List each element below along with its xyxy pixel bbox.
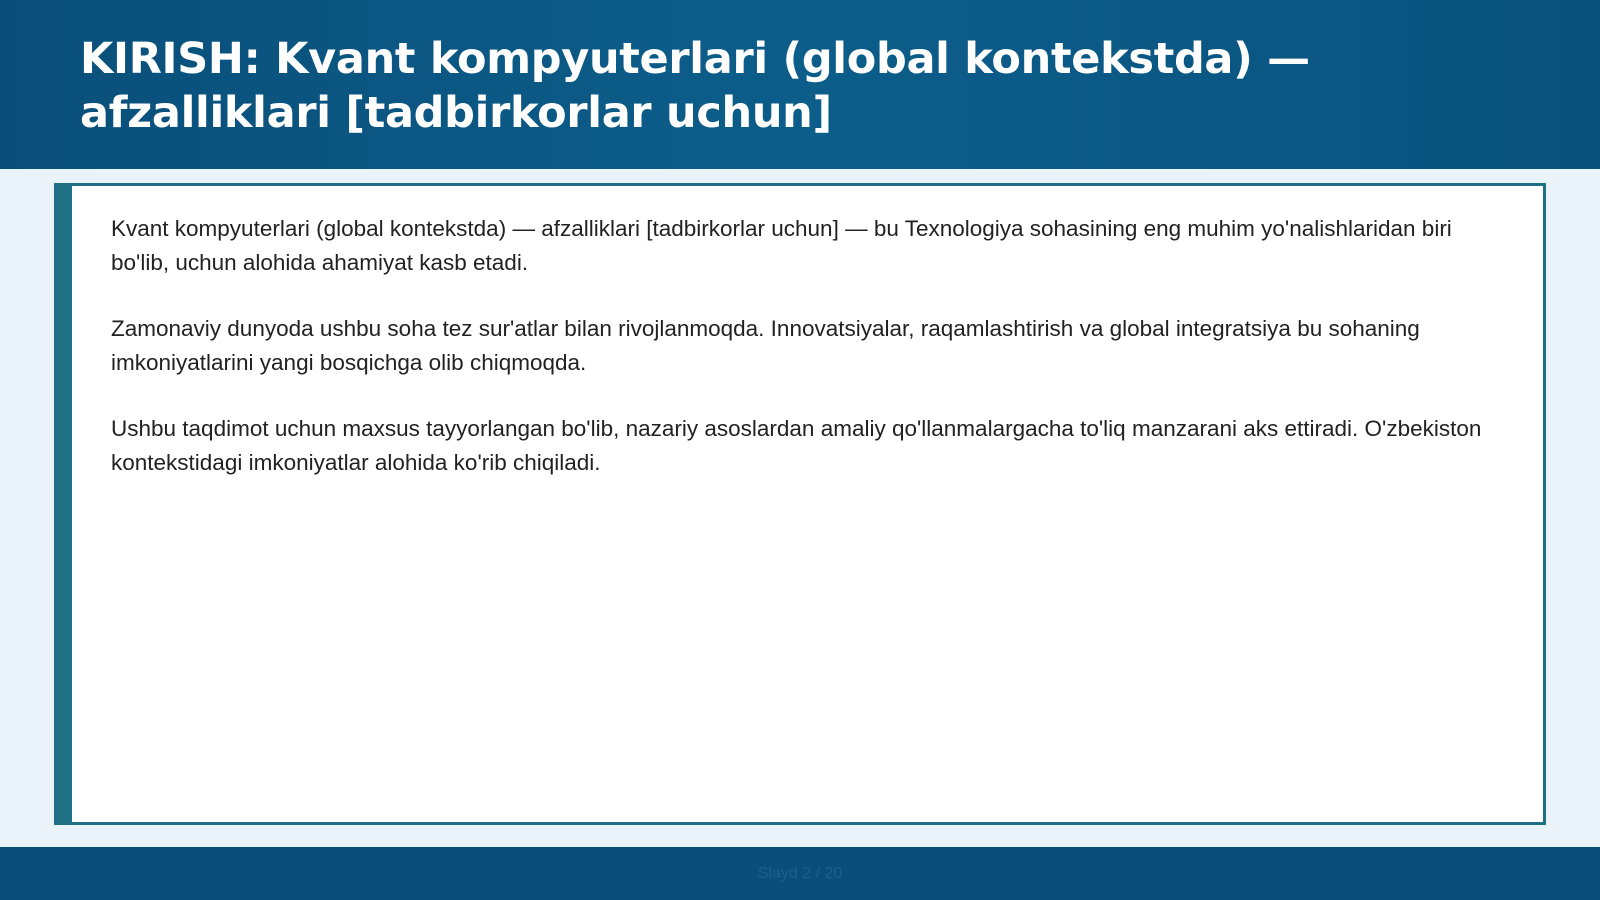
paragraph-presentation-scope: Ushbu taqdimot uchun maxsus tayyorlangan bo'lib, nazariy asoslardan amaliy qo'llanmalargacha to'liq manzarani aks ettiradi. O'zbekiston kontekstidagi imkoniyatlar alohida ko'rib chiqiladi. bbox=[111, 416, 1482, 475]
slide-number: Slayd 2 / 20 bbox=[757, 865, 843, 882]
slide-title: KIRISH: Kvant kompyuterlari (global kontekstda) — afzalliklari [tadbirkorlar uchun] bbox=[80, 34, 1310, 138]
paragraph-intro: Kvant kompyuterlari (global kontekstda) — afzalliklari [tadbirkorlar uchun] — bu Texnologiya sohasining eng muhim yo'nalishlaridan biri bo'lib, uchun alohida ahamiyat kasb etadi. bbox=[111, 216, 1452, 275]
paragraph-modern-world: Zamonaviy dunyoda ushbu soha tez sur'atlar bilan rivojlanmoqda. Innovatsiyalar, raqamlashtirish va global integratsiya bu sohaning imkoniyatlarini yangi bosqichga olib chiqmoqda. bbox=[111, 316, 1420, 375]
slide-header bbox=[0, 0, 1600, 169]
slide-body bbox=[111, 212, 1511, 512]
slide-footer bbox=[0, 847, 1600, 900]
